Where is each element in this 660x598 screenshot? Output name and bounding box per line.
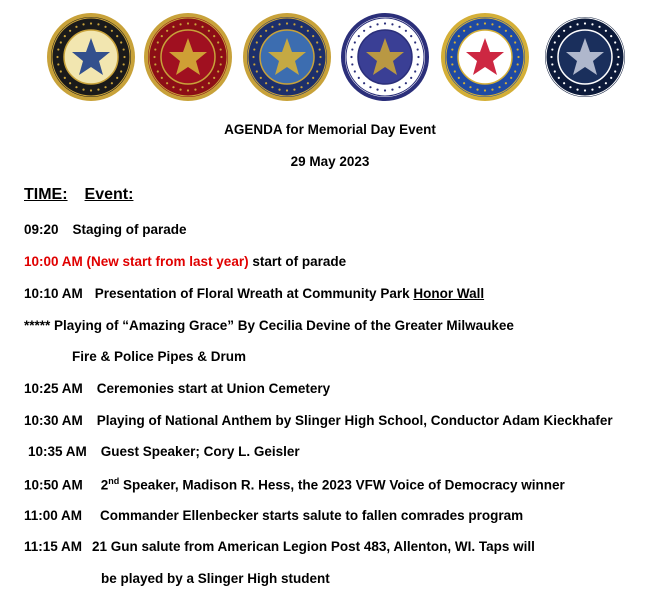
agenda-text: Commander Ellenbecker starts salute to fallen comrades program bbox=[100, 508, 524, 523]
agenda-item-continuation: Fire & Police Pipes & Drum bbox=[72, 349, 247, 364]
agenda-item bbox=[24, 286, 484, 301]
agenda-time: 10:30 AM bbox=[24, 413, 83, 428]
seal-emblem bbox=[540, 12, 630, 102]
honor-wall-text: Honor Wall bbox=[413, 286, 485, 301]
seal-emblem bbox=[440, 12, 530, 102]
seal-emblem bbox=[143, 12, 233, 102]
marine-corps-seal-icon bbox=[143, 12, 233, 102]
agenda-ordinal: 2 bbox=[100, 477, 109, 493]
navy-seal-icon bbox=[242, 12, 332, 102]
agenda-text: 21 Gun salute from American Legion Post 483, Allenton, WI. Taps will bbox=[92, 539, 535, 554]
time-column-label: TIME: bbox=[24, 186, 68, 203]
column-header bbox=[24, 186, 133, 204]
event-date: 29 May 2023 bbox=[290, 154, 370, 169]
army-seal-icon bbox=[46, 12, 136, 102]
agenda-time: 11:15 AM bbox=[24, 539, 83, 554]
agenda-time: 11:00 AM bbox=[24, 508, 83, 523]
agenda-item: ***** Playing of “Amazing Grace” By Cecilia Devine of the Greater Milwaukee bbox=[24, 318, 514, 333]
space-force-seal-icon bbox=[540, 12, 630, 102]
agenda-item bbox=[24, 254, 346, 269]
coast-guard-seal-icon bbox=[440, 12, 530, 102]
agenda-time: 10:25 AM bbox=[24, 381, 83, 396]
agenda-time: 09:20 bbox=[24, 222, 59, 237]
agenda-time: 10:35 AM bbox=[28, 444, 87, 459]
seal-emblem bbox=[46, 12, 136, 102]
agenda-text: Guest Speaker; Cory L. Geisler bbox=[100, 444, 300, 459]
agenda-item bbox=[24, 381, 330, 396]
seal-emblem bbox=[340, 12, 430, 102]
seal-emblem bbox=[242, 12, 332, 102]
agenda-time: 10:10 AM bbox=[24, 286, 83, 301]
agenda-text: Ceremonies start at Union Cemetery bbox=[96, 381, 331, 396]
agenda-item bbox=[24, 476, 565, 493]
agenda-time-highlight: 10:00 AM (New start from last year) bbox=[24, 254, 249, 269]
agenda-text: start of parade bbox=[248, 254, 347, 269]
agenda-item bbox=[24, 508, 523, 523]
agenda-item bbox=[24, 539, 535, 554]
agenda-item bbox=[24, 413, 613, 428]
agenda-text: Playing of National Anthem by Slinger High School, Conductor Adam Kieckhafer bbox=[96, 413, 613, 428]
air-force-seal-icon bbox=[340, 12, 430, 102]
agenda-text: Staging of parade bbox=[72, 222, 187, 237]
agenda-item bbox=[28, 444, 300, 459]
agenda-item bbox=[24, 222, 187, 237]
military-seals-banner bbox=[0, 0, 660, 112]
agenda-title: AGENDA for Memorial Day Event bbox=[224, 122, 436, 137]
agenda-text: Speaker, Madison R. Hess, the 2023 VFW Voice of Democracy winner bbox=[119, 477, 565, 493]
event-column-label: Event: bbox=[84, 186, 134, 203]
agenda-text: Presentation of Floral Wreath at Community Park bbox=[94, 286, 414, 301]
agenda-ordinal-suffix: nd bbox=[108, 476, 120, 486]
agenda-item-continuation: be played by a Slinger High student bbox=[101, 571, 330, 586]
agenda-time: 10:50 AM bbox=[24, 477, 83, 493]
